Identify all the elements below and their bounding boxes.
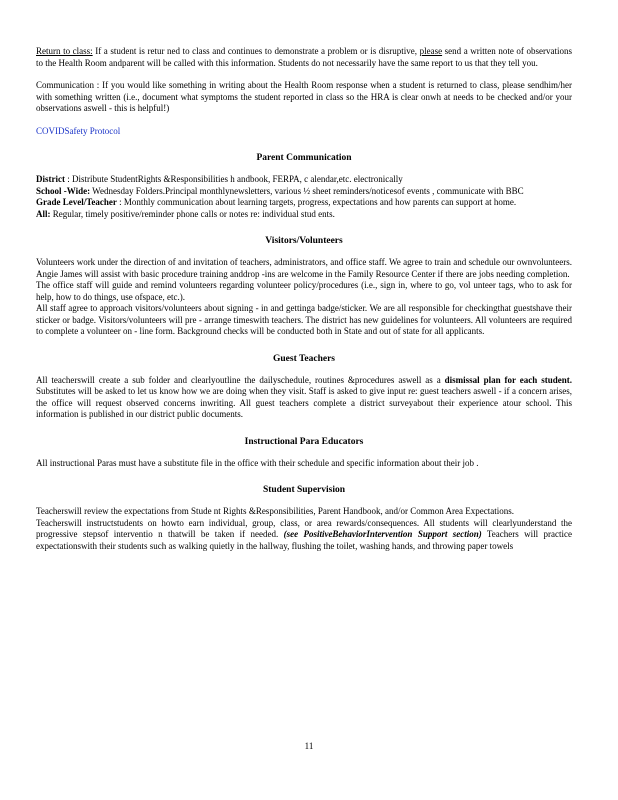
grade-level-label: Grade Level/Teacher [36,197,117,207]
all-line [36,209,572,221]
school-wide-label: School -Wide: [36,185,91,196]
return-to-class-label: Return to class: [36,46,93,56]
return-to-class-paragraph [36,46,572,69]
all-label: All: [36,208,51,219]
dismissal-plan-text: dismissal plan for each student. [444,374,572,385]
document-page [36,46,572,552]
page-number: 11 [304,741,314,751]
please-word: please [419,46,443,56]
student-supervision-text-b: Teachers will practice expectationswith their students such as walking quietly in the hallway, flushing the toilet, washing hands, and throwing paper towels [36,529,572,551]
return-to-class-text-1: If a student is retur ned to class and continues to demonstrate a problem or is disruptive, [92,46,420,56]
visitors-volunteers-heading: Visitors/Volunteers [265,236,343,246]
grade-level-line [36,197,572,209]
school-wide-line [36,186,572,198]
visitors-paragraph-2: The office staff will guide and remind volunteers regarding volunteer policy/procedures (i.e., sign in, where to go, vol unteer tags, who to ask for help, how to do things, use ofspace, etc.). [36,280,572,302]
visitors-paragraph-3: All staff agree to approach visitors/volunteers about signing - in and gettinga badge/sticker. We are all responsible for checkingthat guestshave their sticker or badge. Visitors/volunteers will pre - arrange timeswith teachers. The district has new guidelines for volunteers. All volunteers are required to complete a volunteer on - line form. Background checks will be conducted both in State and out of state for all applicants. [36,303,572,336]
student-supervision-paragraph-2 [36,518,572,553]
school-wide-text: Wednesday Folders.Principal monthlynewsletters, various ½ sheet reminders/noticesof events , communicate with BBC [90,185,524,196]
all-text: Regular, timely positive/reminder phone calls or notes re: individual stud ents. [50,208,335,219]
guest-teachers-heading: Guest Teachers [272,353,335,364]
pbis-reference: (see PositiveBehaviorIntervention Support section) [283,529,482,539]
district-label: District [36,174,65,184]
return-to-class-text-2: send a written note of observations to the Health Room andparent will be called with this information. Students do not necessarily have the same report to us that they tell you. [36,46,572,68]
covid-safety-protocol-link[interactable]: COVIDSafety Protocol [36,125,121,136]
district-text: : Distribute StudentRights &Responsibilities h andbook, FERPA, c alendar,etc. electronically [65,174,403,184]
student-supervision-heading: Student Supervision [262,485,346,495]
grade-level-text: : Monthly communication about learning targets, progress, expectations and how parents can support at home. [116,197,517,207]
guest-teachers-paragraph [36,375,572,421]
district-line [36,174,572,186]
communication-paragraph: Communication : If you would like something in writing about the Health Room response when a student is returned to class, please sendhim/her with something written (i.e., document what symptoms the student reported in class so the HRA is clear onwh at needs to be checked and/or your observations aswell - this is helpful!) [36,80,572,113]
guest-teachers-text-2: Substitutes will be asked to let us know how we are doing when they visit. Staff is asked to give input re: guest teachers aswell - if a concern arises, the office will request observed concerns inwriting. All guest teachers complete a district surveyabout their experience atour school. This information is published in our district public documents. [36,386,572,419]
para-educators-heading: Instructional Para Educators [244,436,364,447]
guest-teachers-text-1: All teacherswill create a sub folder and clearlyoutline the dailyschedule, routines &procedures aswell as a [36,374,445,385]
student-supervision-paragraph-1: Teacherswill review the expectations from Stude nt Rights &Responsibilities, Parent Handbook, and/or Common Area Expectations. [36,506,515,516]
parent-communication-heading: Parent Communication [256,153,352,163]
para-educators-paragraph: All instructional Paras must have a substitute file in the office with their schedule and specific information about their job . [36,457,479,468]
visitors-paragraph-1: Volunteers work under the direction of and invitation of teachers, administrators, and office staff. We agree to train and schedule our ownvolunteers. Angie James will assist with basic procedure training anddrop -ins are welcome in the Family Resource Center if there are jobs needing completion. [36,257,572,279]
student-supervision-text-a: Teacherswill instructstudents on howto earn individual, group, class, or area rewards/consequences. All students will clearlyunderstand the progressive stepsof interventio n thatwill be taken if needed. [36,517,572,539]
